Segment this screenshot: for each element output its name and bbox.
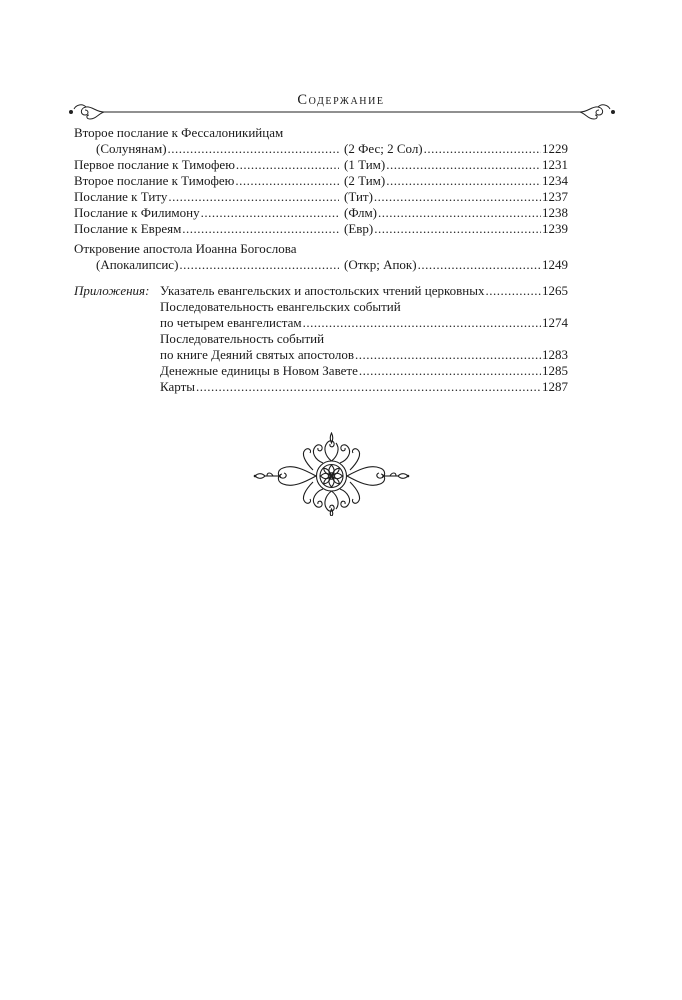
toc-entry-page: 1234 bbox=[542, 173, 568, 188]
appendix-entry-page: 1283 bbox=[542, 347, 568, 362]
toc-entry-page: 1239 bbox=[542, 221, 568, 236]
toc-entry[interactable] bbox=[74, 241, 568, 257]
decorative-rule-icon bbox=[68, 100, 616, 126]
appendix-entry[interactable] bbox=[74, 379, 568, 395]
toc-entry[interactable] bbox=[74, 173, 568, 189]
leader-dots bbox=[168, 189, 339, 205]
toc-entry-title: Второе послание к Тимофею bbox=[74, 173, 235, 188]
leader-dots bbox=[182, 221, 339, 237]
leader-dots bbox=[355, 347, 541, 363]
appendix-entry[interactable] bbox=[74, 331, 568, 347]
leader-dots bbox=[424, 141, 541, 157]
appendix-entry-title: Последовательность евангельских событий bbox=[160, 299, 401, 314]
toc-entry[interactable] bbox=[74, 189, 568, 205]
appendix-entry-title: Денежные единицы в Новом Завете bbox=[160, 363, 358, 378]
toc-entry-abbr: (1 Тим) bbox=[344, 157, 386, 172]
toc-entry-abbr: (Откр; Апок) bbox=[344, 257, 417, 272]
toc-entry-title: Послание к Титу bbox=[74, 189, 168, 204]
toc-entry-page: 1249 bbox=[542, 257, 568, 272]
toc-entry-title: Послание к Филимону bbox=[74, 205, 200, 220]
leader-dots bbox=[196, 379, 541, 395]
appendix-entry[interactable] bbox=[74, 315, 568, 331]
leader-dots bbox=[386, 157, 541, 173]
leader-dots bbox=[378, 205, 541, 221]
appendix-entry-page: 1287 bbox=[542, 379, 568, 394]
toc-entry-title: Откровение апостола Иоанна Богослова bbox=[74, 241, 297, 256]
appendix-entry-title: по книге Деяний святых апостолов bbox=[160, 347, 355, 362]
toc-entry[interactable] bbox=[74, 221, 568, 237]
toc-entry-abbr: (Флм) bbox=[344, 205, 377, 220]
toc-entry-page: 1231 bbox=[542, 157, 568, 172]
leader-dots bbox=[386, 173, 541, 189]
leader-dots bbox=[235, 173, 339, 189]
appendix-entry[interactable] bbox=[74, 283, 568, 299]
appendix-entry[interactable] bbox=[74, 363, 568, 379]
leader-dots bbox=[374, 221, 541, 237]
appendix-entry[interactable] bbox=[74, 347, 568, 363]
toc-entry-abbr: (2 Тим) bbox=[344, 173, 386, 188]
appendix-entry-title: по четырем евангелистам bbox=[160, 315, 302, 330]
leader-dots bbox=[359, 363, 541, 379]
appendix-entry-title: Карты bbox=[160, 379, 196, 394]
leader-dots bbox=[168, 141, 339, 157]
appendix-entry-page: 1274 bbox=[542, 315, 568, 330]
page-title: Содержание bbox=[297, 92, 385, 108]
toc-entry[interactable] bbox=[74, 141, 568, 157]
toc-entry-title: Первое послание к Тимофею bbox=[74, 157, 235, 172]
toc-entry-abbr: (2 Фес; 2 Сол) bbox=[344, 141, 423, 156]
toc-entry-abbr: (Тит) bbox=[344, 189, 373, 204]
leader-dots bbox=[418, 257, 541, 273]
appendix-entry-page: 1265 bbox=[542, 283, 568, 298]
toc-entry-page: 1237 bbox=[542, 189, 568, 204]
toc-entry-title: Послание к Евреям bbox=[74, 221, 182, 236]
appendix-label: Приложения: bbox=[74, 283, 150, 298]
leader-dots bbox=[201, 205, 339, 221]
toc-entry-title: Второе послание к Фессалоникийцам bbox=[74, 125, 284, 140]
leader-dots bbox=[374, 189, 541, 205]
toc-entry-abbr: (Евр) bbox=[344, 221, 374, 236]
toc-entry-page: 1238 bbox=[542, 205, 568, 220]
toc-entry-title: (Солунянам) bbox=[96, 141, 167, 156]
toc-entry[interactable] bbox=[74, 205, 568, 221]
appendix-entry-title: Указатель евангельских и апостольских чтений церковных bbox=[160, 283, 485, 298]
toc-entry[interactable] bbox=[74, 157, 568, 173]
toc-entry-page: 1229 bbox=[542, 141, 568, 156]
toc-entry-title: (Апокалипсис) bbox=[96, 257, 179, 272]
leader-dots bbox=[485, 283, 541, 299]
appendix-entry-title: Последовательность событий bbox=[160, 331, 325, 346]
leader-dots bbox=[236, 157, 339, 173]
leader-dots bbox=[179, 257, 339, 273]
appendix-entry[interactable] bbox=[74, 299, 568, 315]
toc-entry[interactable] bbox=[74, 257, 568, 273]
floral-ornament-icon bbox=[253, 432, 410, 516]
toc-entry[interactable] bbox=[74, 125, 568, 141]
appendix-entry-page: 1285 bbox=[542, 363, 568, 378]
leader-dots bbox=[303, 315, 541, 331]
